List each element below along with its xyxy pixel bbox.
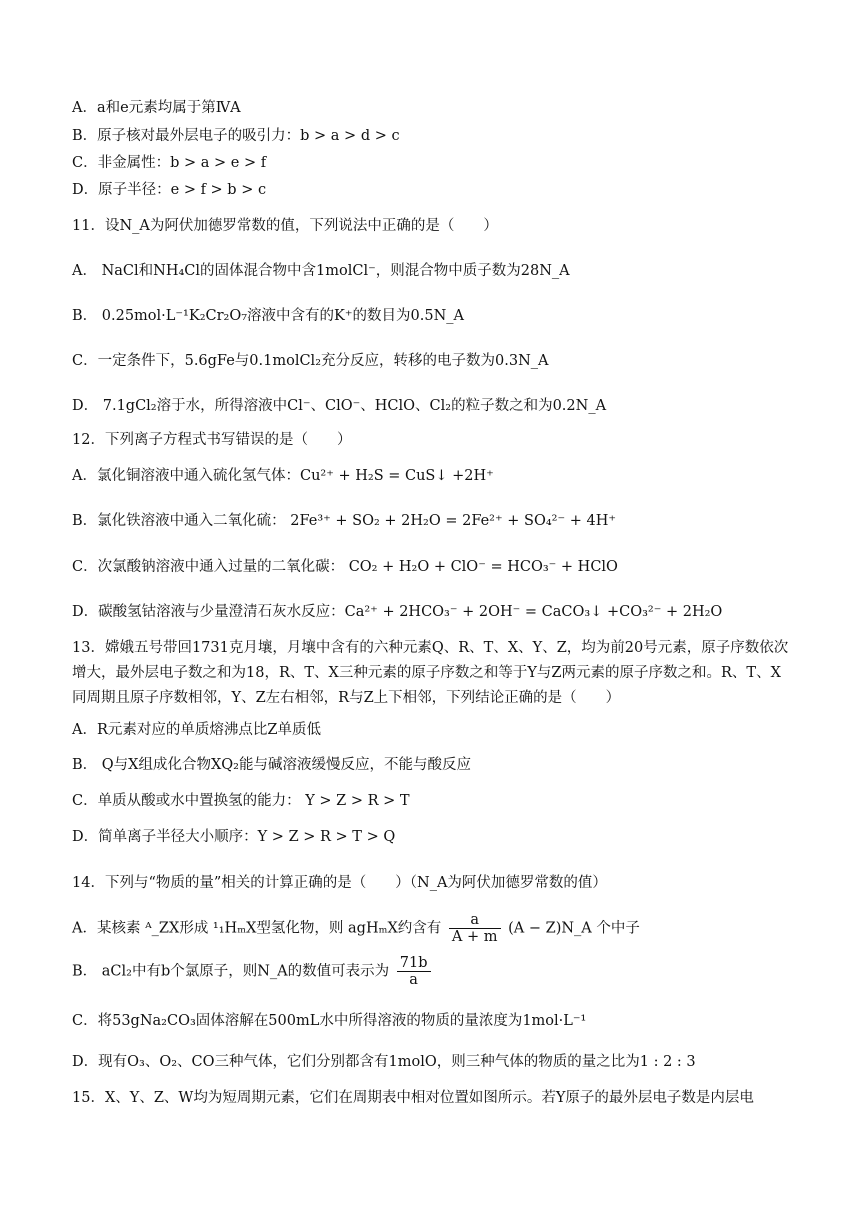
q14-b-numerator: 71b [397, 955, 431, 972]
q14-option-c: C．将53gNa₂CO₃固体溶解在500mL水中所得溶液的物质的量浓度为1mol·L⁻¹ [72, 1013, 587, 1029]
q14-b-fraction [397, 955, 431, 988]
q13-option-c: C．单质从酸或水中置换氢的能力： Y > Z > R > T [72, 793, 410, 809]
q12-option-b: B．氯化铁溶液中通入二氧化硫： 2Fe³⁺ + SO₂ + 2H₂O = 2Fe²⁺ + SO₄²⁻ + 4H⁺ [72, 513, 617, 529]
q14-a-prefix: A．某核素 ᴬ_ZX形成 ¹₁HₘX型氢化物，则 agHₘX约含有 [72, 920, 442, 937]
q14-stem: 14．下列与“物质的量”相关的计算正确的是（ ）（N_A为阿伏加德罗常数的值） [72, 875, 607, 891]
q11-option-d: D． 7.1gCl₂溶于水，所得溶液中Cl⁻、ClO⁻、HClO、Cl₂的粒子数之和为0.2N_A [72, 398, 607, 414]
q10-option-a: A．a和e元素均属于第ⅣA [72, 100, 241, 116]
q14-option-a [72, 912, 640, 945]
q11-option-a: A． NaCl和NH₄Cl的固体混合物中含1molCl⁻，则混合物中质子数为28N_A [72, 263, 570, 279]
q13-option-d: D．简单离子半径大小顺序：Y > Z > R > T > Q [72, 829, 396, 845]
q14-b-prefix: B． aCl₂中有b个氯原子，则N_A的数值可表示为 [72, 963, 390, 980]
q12-option-d: D．碳酸氢钴溶液与少量澄清石灰水反应：Ca²⁺ + 2HCO₃⁻ + 2OH⁻ = CaCO₃↓ +CO₃²⁻ + 2H₂O [72, 604, 723, 620]
q14-a-suffix: (A − Z)N_A 个中子 [508, 920, 640, 937]
q14-a-numerator: a [449, 912, 501, 929]
q14-b-denominator: a [409, 972, 418, 988]
q15-stem: 15．X、Y、Z、W均为短周期元素，它们在周期表中相对位置如图所示。若Y原子的最外层电子数是内层电 [72, 1090, 754, 1106]
q11-option-b: B． 0.25mol·L⁻¹K₂Cr₂O₇溶液中含有的K⁺的数目为0.5N_A [72, 308, 465, 324]
q10-option-d: D．原子半径：e > f > b > c [72, 182, 267, 198]
q12-option-c: C．次氯酸钠溶液中通入过量的二氧化碳： CO₂ + H₂O + ClO⁻ = HCO₃⁻ + HClO [72, 559, 618, 575]
q10-option-b: B．原子核对最外层电子的吸引力：b > a > d > c [72, 128, 400, 144]
q13-option-b: B． Q与X组成化合物XQ₂能与碱溶液缓慢反应，不能与酸反应 [72, 757, 471, 773]
q14-option-b [72, 955, 434, 988]
q14-option-d: D．现有O₃、O₂、CO三种气体，它们分别都含有1molO，则三种气体的物质的量之比为1 : 2 : 3 [72, 1054, 696, 1070]
q13-option-a: A．R元素对应的单质熔沸点比Z单质低 [72, 722, 321, 738]
q11-stem: 11．设N_A为阿伏加德罗常数的值，下列说法中正确的是（ ） [72, 218, 498, 234]
q12-stem: 12．下列离子方程式书写错误的是（ ） [72, 432, 352, 448]
q12-option-a: A．氯化铜溶液中通入硫化氢气体：Cu²⁺ + H₂S = CuS↓ +2H⁺ [72, 468, 494, 484]
q14-a-fraction [449, 912, 501, 945]
q10-option-c: C．非金属性：b > a > e > f [72, 155, 267, 171]
q13-stem: 13．嫦娥五号带回1731克月壤，月壤中含有的六种元素Q、R、T、X、Y、Z，均为前20号元素，原子序数依次增大，最外层电子数之和为18，R、T、X三种元素的原子序数之和等于Y与Z两元素的原子序数之和。R、T、X同周期且原子序数相邻，Y、Z左右相邻，R与Z上下相邻，下列结论正确的是（ ） [72, 640, 789, 706]
q11-option-c: C．一定条件下，5.6gFe与0.1molCl₂充分反应，转移的电子数为0.3N_A [72, 353, 549, 369]
q14-a-denominator: A + m [451, 929, 498, 945]
